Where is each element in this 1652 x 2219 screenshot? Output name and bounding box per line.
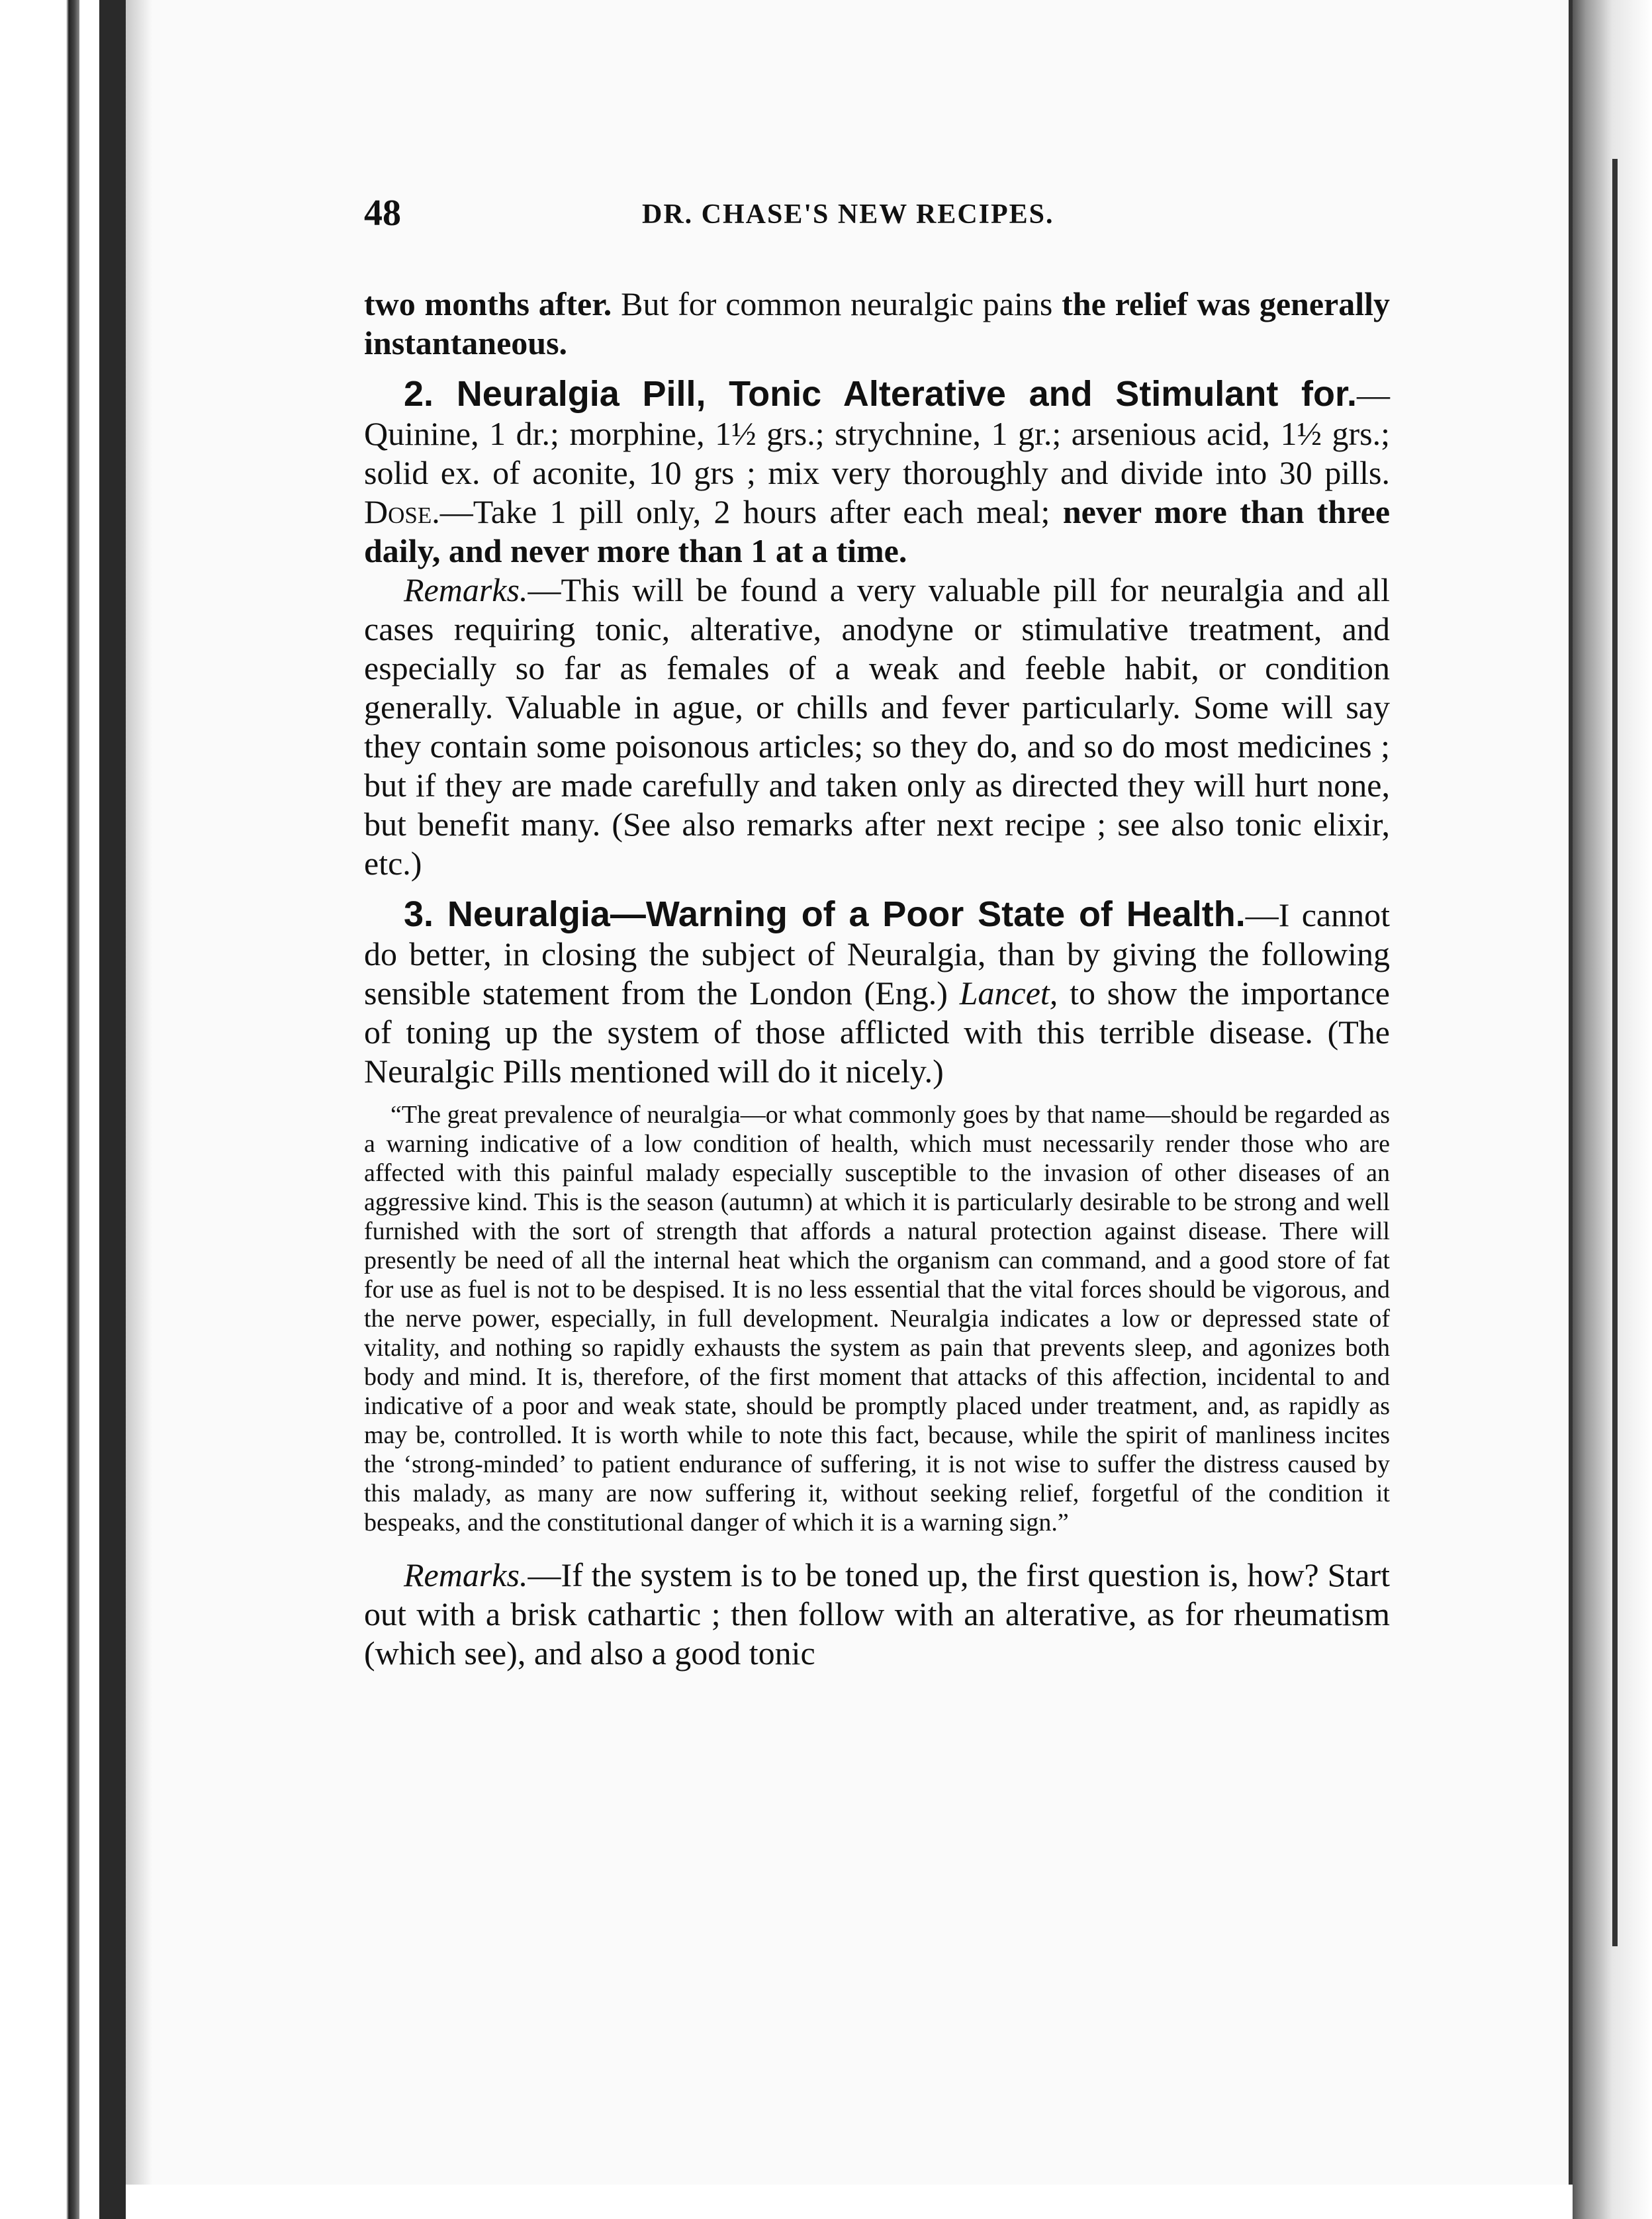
recipe-3-remarks — [364, 1556, 1390, 1673]
recipe-2-dose-label: Dose. — [364, 493, 440, 530]
recipe-3-text-b: to show the importance of toning up the system of those afflicted with this terrible disease. (The Neuralgic Pills mentioned will do it nicely.) — [364, 974, 1390, 1090]
continuation-paragraph — [364, 285, 1390, 363]
lancet-title: Lancet, — [959, 974, 1058, 1012]
continuation-bold-a: two months after. — [364, 285, 612, 322]
continuation-text: But for common neuralgic pains — [612, 285, 1062, 322]
recipe-2-text-a: —Quinine, 1 dr.; morphine, 1½ grs.; strychnine, 1 gr.; arsenious acid, 1½ grs.; solid ex. of aconite, 10 grs ; mix very thoroughly and divide into 30 pills. — [364, 376, 1390, 491]
recipe-3-remarks-label: Remarks. — [404, 1556, 528, 1593]
scan-left-edge — [0, 0, 79, 2219]
recipe-3-heading: 3. Neuralgia—Warning of a Poor State of Health. — [404, 894, 1246, 934]
running-title: DR. CHASE'S NEW RECIPES. — [642, 199, 1054, 230]
recipe-3-remarks-text: —If the system is to be toned up, the first question is, how? Start out with a brisk cathartic ; then follow with an alterative, as for rheumatism (which see), and also a good tonic — [364, 1556, 1390, 1672]
page-number: 48 — [364, 193, 401, 234]
binding-shadow — [99, 0, 126, 2219]
page-edge-line — [1612, 159, 1618, 1946]
recipe-2-heading: 2. Neuralgia Pill, Tonic Alterative and Stimulant for. — [404, 374, 1357, 414]
continuation-bold-b: the relief was generally instantaneous. — [364, 285, 1390, 361]
lancet-quotation: “The great prevalence of neuralgia—or what commonly goes by that name—should be regarded as a warning indicative of a low condition of health, which must necessarily render those who are affected with this painful malady especially susceptible to the invasion of other diseases of an aggressive kind. This is the season (autumn) at which it is particularly desirable to be strong and well furnished with the sort of strength that affords a natural protection against disease. There will presently be need of all the internal heat which the organism can command, and a good store of fat for use as fuel is not to be despised. It is no less essential that the vital forces should be vigorous, and the nerve power, especially, in full development. Neuralgia indicates a low or depressed state of vitality, and nothing so rapidly exhausts the system as pain that prevents sleep, and agonizes both body and mind. It is, therefore, of the first moment that attacks of this affection, incidental to and indicative of a poor and weak state, should be promptly placed under treatment, and, as rapidly as may be, controlled. It is worth while to note this fact, because, while the spirit of manliness incites the ‘strong-minded’ to patient endurance of suffering, it is not wise to suffer the distress caused by this malady, as many are now suffering it, without seeking relief, forgetful of the condition it bespeaks, and the constitutional danger of which it is a warning sign.” — [364, 1101, 1390, 1536]
running-head — [364, 192, 1390, 245]
gutter-shadow — [126, 0, 152, 2185]
recipe-2-remarks-label: Remarks. — [404, 571, 528, 608]
page-content — [364, 192, 1390, 1673]
recipe-2-text-b: —Take 1 pill only, 2 hours after each meal; — [439, 493, 1063, 530]
recipe-3-paragraph — [364, 895, 1390, 1091]
scan-right-edge — [1573, 0, 1652, 2219]
recipe-3-text-a: —I cannot do better, in closing the subject of Neuralgia, than by giving the following sensible statement from the London (Eng.) — [364, 896, 1390, 1012]
recipe-2-remarks — [364, 571, 1390, 883]
recipe-2-remarks-text: —This will be found a very valuable pill for neuralgia and all cases requiring tonic, alterative, anodyne or stimulative treatment, and especially so far as females of a weak and feeble habit, or condition generally. Valuable in ague, or chills and fever particularly. Some will say they contain some poisonous articles; so they do, and so do most medicines ; but if they are made carefully and taken only as directed they will hurt none, but benefit many. (See also remarks after next recipe ; see also tonic elixir, etc.) — [364, 571, 1390, 882]
recipe-2-warning: never more than three daily, and never more than 1 at a time. — [364, 493, 1391, 569]
recipe-2-paragraph — [364, 375, 1390, 571]
